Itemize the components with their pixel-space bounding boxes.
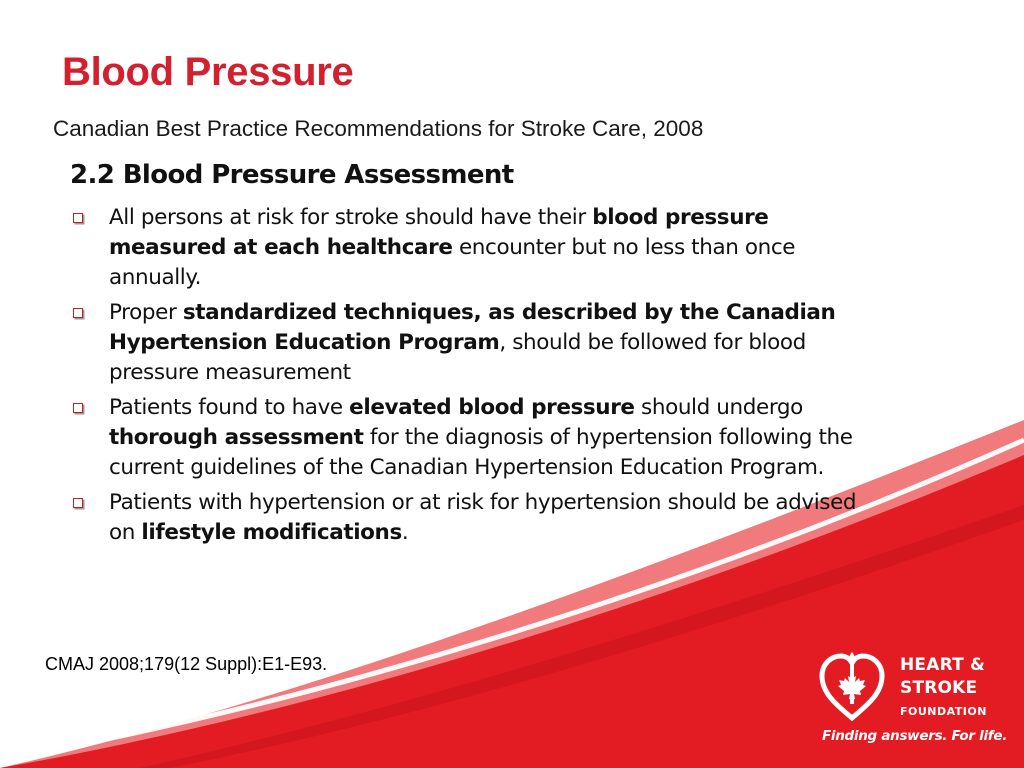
logo-line-heart: HEART & — [900, 655, 986, 675]
bullet-item — [70, 393, 870, 483]
heart-torch-icon — [816, 650, 888, 722]
checkbox-bullet-icon — [73, 403, 83, 413]
bullet-text-bold: lifestyle modifications — [141, 520, 402, 545]
citation: CMAJ 2008;179(12 Suppl):E1-E93. — [45, 654, 328, 674]
logo-tagline: Finding answers. For life. — [822, 728, 1008, 744]
bullet-text: , should be followed for blood pressure measurement — [109, 330, 806, 385]
bullet-text-bold: blood pressure measured at each healthcare — [109, 205, 769, 260]
section-heading: 2.2 Blood Pressure Assessment — [70, 160, 514, 190]
bullet-text-bold: thorough assessment — [109, 425, 364, 450]
bullet-text-bold: elevated blood pressure — [349, 395, 635, 420]
bullet-text-bold: standardized techniques, as described by the Canadian Hypertension Education Program — [109, 300, 836, 355]
bullet-text: Patients with hypertension or at risk for hypertension should be advised on — [109, 490, 857, 545]
bullet-list — [70, 203, 870, 553]
bullet-item — [70, 203, 870, 293]
logo-line-stroke: STROKE — [900, 678, 978, 698]
bullet-text: All persons at risk for stroke should have their — [109, 205, 593, 230]
bullet-text: . — [401, 520, 409, 545]
checkbox-bullet-icon — [73, 308, 83, 318]
bullet-text: Proper — [109, 300, 183, 325]
bullet-text: for the diagnosis of hypertension following the current guidelines of the Canadian Hypertension Education Program. — [109, 425, 853, 480]
page-subtitle: Canadian Best Practice Recommendations for Stroke Care, 2008 — [53, 116, 704, 141]
bullet-item — [70, 298, 870, 388]
page-title: Blood Pressure — [62, 50, 354, 94]
logo-line-foundation: FOUNDATION — [900, 705, 987, 718]
checkbox-bullet-icon — [73, 498, 83, 508]
bullet-text: Patients found to have — [109, 395, 350, 420]
bullet-text: should undergo — [634, 395, 803, 420]
heart-and-stroke-logo — [816, 650, 1006, 750]
bullet-item — [70, 488, 870, 548]
bullet-text: encounter but no less than once annually. — [109, 235, 796, 290]
checkbox-bullet-icon — [73, 213, 83, 223]
